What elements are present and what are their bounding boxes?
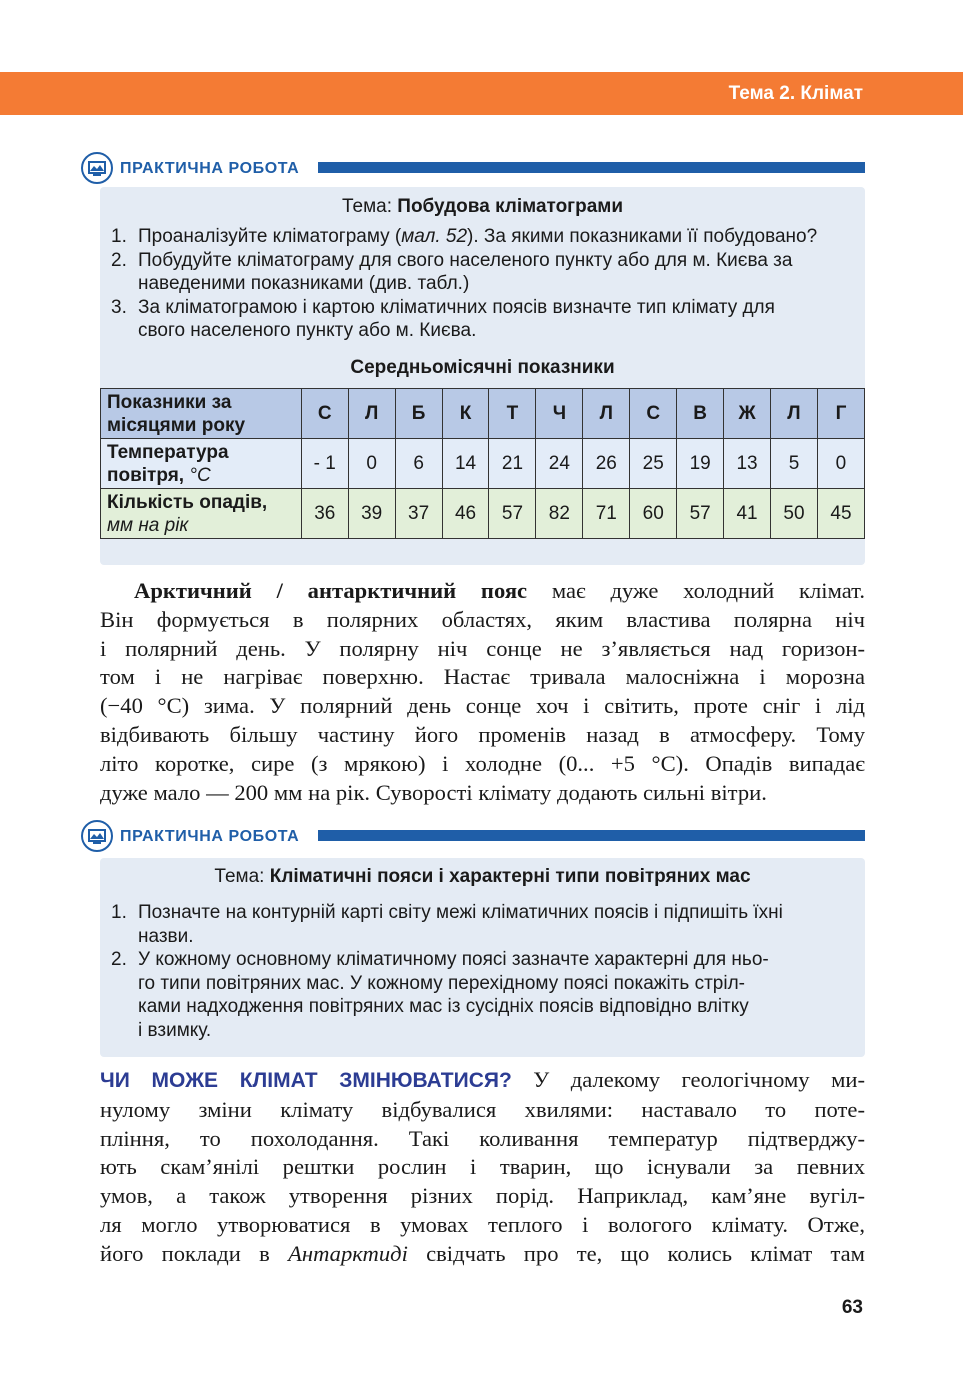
- month-cell: В: [677, 389, 724, 439]
- precipitation-cell: 50: [771, 489, 818, 539]
- section-heading: ЧИ МОЖЕ КЛІМАТ ЗМІНЮВАТИСЯ?: [100, 1069, 512, 1092]
- bold-term: Арктичний / антарктичний пояс: [134, 578, 528, 603]
- table-header-row: [101, 389, 865, 439]
- header-rule: [318, 830, 865, 841]
- month-cell: Ч: [536, 389, 583, 439]
- precipitation-cell: 36: [301, 489, 348, 539]
- task-list-1: [100, 225, 860, 343]
- precipitation-cell: 60: [630, 489, 677, 539]
- task-item: 2. У кожному основному кліматичному поясі зазначте характерні для ньо- го типи повітряних мас. У кожному перехідному поясі покажіть стріл- ками надходження повітряних мас із сусідніх поясів відповідно влітку і взимку.: [111, 949, 769, 1041]
- task-item: 3. За кліматограмою і картою кліматичних поясів визначте тип клімату для свого населеного пункту або м. Києва.: [111, 296, 775, 341]
- practical-work-icon: [80, 820, 114, 852]
- climate-change-paragraph: ЧИ МОЖЕ КЛІМАТ ЗМІНЮВАТИСЯ? У далекому геологічному ми- нулому зміни клімату відбувалися хвилями: наставало то поте- пління, то похолодання. Такі коливання температур підтверджу- ють скам’янілі рештки рослин і тварин, що існували за певних умов, а також утворення різних порід. Наприклад, кам’яне вугіл- ля могло утворюватися в умовах теплого і вологого клімату. Отже, його поклади в Антарктиді свідчать про те, що колись клімат там: [100, 1067, 865, 1266]
- chapter-header-bar: [0, 72, 963, 115]
- precipitation-cell: 57: [677, 489, 724, 539]
- practical-work-label: ПРАКТИЧНА РОБОТА: [120, 160, 300, 177]
- task-list-2: [100, 901, 860, 1042]
- temperature-cell: 25: [630, 439, 677, 489]
- temperature-cell: 19: [677, 439, 724, 489]
- task-item: 2. Побудуйте кліматограму для свого населеного пункту або для м. Києва за наведеними показниками (див. табл.): [111, 249, 793, 294]
- temperature-cell: 14: [442, 439, 489, 489]
- chapter-title: Тема 2. Клімат: [728, 83, 863, 104]
- practical-work-header-1: [80, 152, 865, 184]
- precipitation-cell: 82: [536, 489, 583, 539]
- practical-theme-2: Тема: Кліматичні пояси і характерні типи повітряних мас: [214, 866, 751, 887]
- temperature-cell: 21: [489, 439, 536, 489]
- temperature-row: [101, 439, 865, 489]
- precipitation-cell: 37: [395, 489, 442, 539]
- temperature-cell: 24: [536, 439, 583, 489]
- precipitation-cell: 39: [348, 489, 395, 539]
- month-cell: Л: [348, 389, 395, 439]
- temperature-cell: 6: [395, 439, 442, 489]
- month-cell: Л: [771, 389, 818, 439]
- practical-work-header-2: [80, 820, 865, 852]
- temperature-cell: - 1: [301, 439, 348, 489]
- precipitation-cell: 41: [724, 489, 771, 539]
- month-cell: С: [630, 389, 677, 439]
- precipitation-label-cell: Кількість опадів, мм на рік: [101, 489, 302, 539]
- practical-work-panel-2: [100, 858, 865, 1057]
- precipitation-row: [101, 489, 865, 539]
- month-cell: Т: [489, 389, 536, 439]
- precipitation-cell: 45: [817, 489, 864, 539]
- task-item: 1. Позначте на контурній карті світу межі кліматичних поясів і підпишіть їхні назви.: [111, 902, 783, 947]
- temperature-cell: 26: [583, 439, 630, 489]
- arctic-paragraph: Арктичний / антарктичний пояс має дуже холодний клімат. Він формується в полярних областях, яким властива полярна ніч і полярний день. У полярну ніч сонце не з’являється над горизон- том і не нагріває поверхню. Настає тривала малосніжна і морозна (−40 °С) зима. У полярний день сонце хоч і світить, проте сніг і лід відбивають більшу частину його променів назад в атмосферу. Тому літо коротке, сире (з мрякою) і холодне (0... +5 °С). Опадів випадає дуже мало — 200 мм на рік. Суворості клімату додають сильні вітри.: [100, 578, 865, 805]
- practical-work-panel-1: [100, 187, 865, 565]
- month-cell: С: [301, 389, 348, 439]
- practical-work-icon: [80, 152, 114, 184]
- month-cell: Б: [395, 389, 442, 439]
- precipitation-cell: 46: [442, 489, 489, 539]
- temperature-label-cell: Температура повітря, °C: [101, 439, 302, 489]
- temperature-cell: 0: [817, 439, 864, 489]
- task-item: 1. Проаналізуйте кліматограму (мал. 52). За якими показниками її побудовано?: [111, 226, 818, 247]
- month-cell: Ж: [724, 389, 771, 439]
- precipitation-cell: 57: [489, 489, 536, 539]
- page-number: 63: [841, 1297, 863, 1318]
- climate-table: [100, 388, 865, 539]
- month-cell: К: [442, 389, 489, 439]
- precipitation-cell: 71: [583, 489, 630, 539]
- header-label-cell: Показники за місяцями року: [101, 389, 302, 439]
- practical-work-label: ПРАКТИЧНА РОБОТА: [120, 828, 300, 845]
- temperature-cell: 0: [348, 439, 395, 489]
- month-cell: Л: [583, 389, 630, 439]
- header-rule: [318, 162, 865, 173]
- practical-theme-1: Тема: Побудова кліматограми: [341, 196, 624, 217]
- table-title: Середньомісячні показники: [350, 357, 615, 378]
- month-cell: Г: [817, 389, 864, 439]
- temperature-cell: 5: [771, 439, 818, 489]
- temperature-cell: 13: [724, 439, 771, 489]
